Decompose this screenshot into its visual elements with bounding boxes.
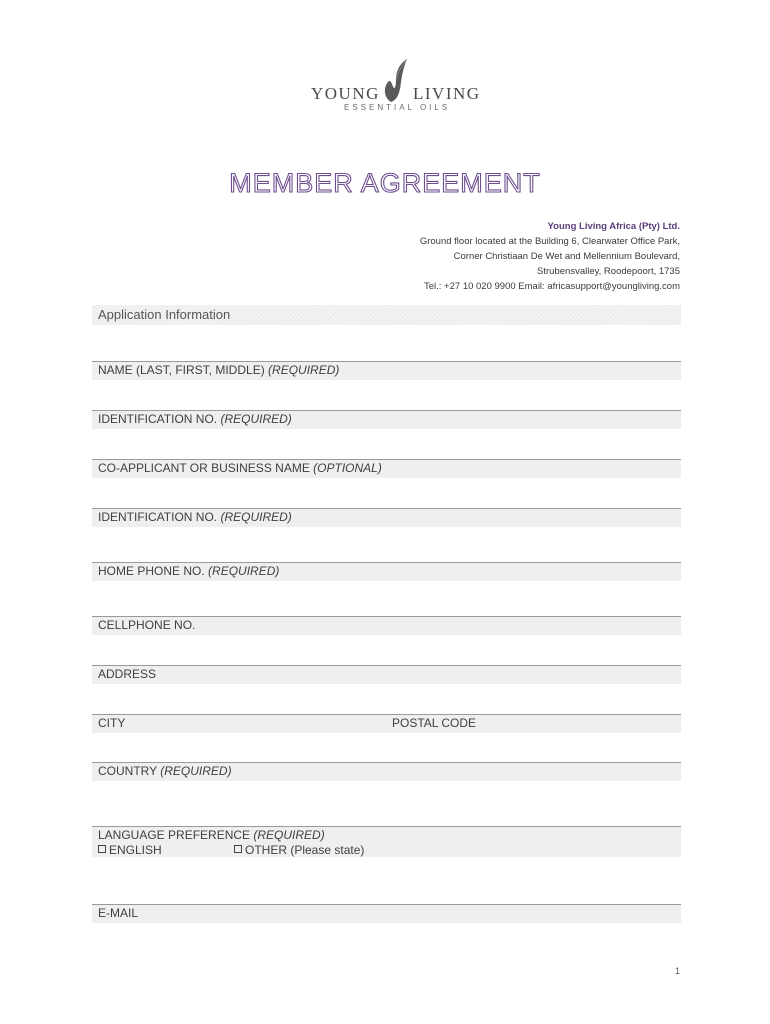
address-field[interactable] xyxy=(92,665,681,684)
logo-word-living: LIVING xyxy=(413,84,481,103)
other-checkbox[interactable] xyxy=(234,845,242,853)
page-title: MEMBER AGREEMENT xyxy=(229,168,541,198)
co-applicant-label: CO-APPLICANT OR BUSINESS NAME (OPTIONAL) xyxy=(98,461,382,475)
identification-number-label: IDENTIFICATION NO. (REQUIRED) xyxy=(98,412,292,426)
young-living-logo xyxy=(300,56,480,116)
cellphone-label: CELLPHONE NO. xyxy=(98,618,196,632)
address-line-3: Strubensvalley, Roodepoort, 1735 xyxy=(537,266,680,277)
logo-subtitle: ESSENTIAL OILS xyxy=(344,103,451,112)
english-checkbox[interactable] xyxy=(98,845,106,853)
section-header-application-information xyxy=(92,305,681,325)
co-applicant-identification-number-field[interactable] xyxy=(92,508,681,527)
address-line-1: Ground floor located at the Building 6, Clearwater Office Park, xyxy=(419,236,680,247)
language-preference-field xyxy=(92,826,681,857)
country-label: COUNTRY (REQUIRED) xyxy=(98,764,232,778)
city-postal-code-field[interactable] xyxy=(92,714,681,733)
english-option[interactable]: ENGLISH xyxy=(98,843,162,857)
email-label: E-MAIL xyxy=(98,906,139,920)
company-name: Young Living Africa (Pty) Ltd. xyxy=(547,221,680,232)
leaf-drop-icon xyxy=(382,58,408,102)
company-address-block xyxy=(420,219,680,294)
contact-line: Tel.: +27 10 020 9900 Email: africasupport@youngliving.com xyxy=(424,281,680,292)
cellphone-field[interactable] xyxy=(92,616,681,635)
country-field[interactable] xyxy=(92,762,681,781)
co-applicant-identification-number-label: IDENTIFICATION NO. (REQUIRED) xyxy=(98,510,292,524)
name-field-label: NAME (LAST, FIRST, MIDDLE) (REQUIRED) xyxy=(98,363,340,377)
identification-number-field[interactable] xyxy=(92,410,681,429)
co-applicant-field[interactable] xyxy=(92,459,681,478)
city-label: CITY xyxy=(98,716,126,730)
email-field[interactable] xyxy=(92,904,681,923)
logo-word-young: YOUNG xyxy=(311,84,380,103)
home-phone-field[interactable] xyxy=(92,562,681,581)
home-phone-label: HOME PHONE NO. (REQUIRED) xyxy=(98,564,280,578)
section-title: Application Information xyxy=(98,307,231,322)
address-line-2: Corner Christiaan De Wet and Mellennium Boulevard, xyxy=(453,251,680,262)
language-preference-label: LANGUAGE PREFERENCE (REQUIRED) xyxy=(98,828,325,842)
name-field[interactable] xyxy=(92,361,681,380)
postal-code-label: POSTAL CODE xyxy=(392,716,477,730)
page-number: 1 xyxy=(674,966,680,976)
address-label: ADDRESS xyxy=(98,667,157,681)
other-language-option[interactable]: OTHER (Please state) xyxy=(234,843,364,857)
